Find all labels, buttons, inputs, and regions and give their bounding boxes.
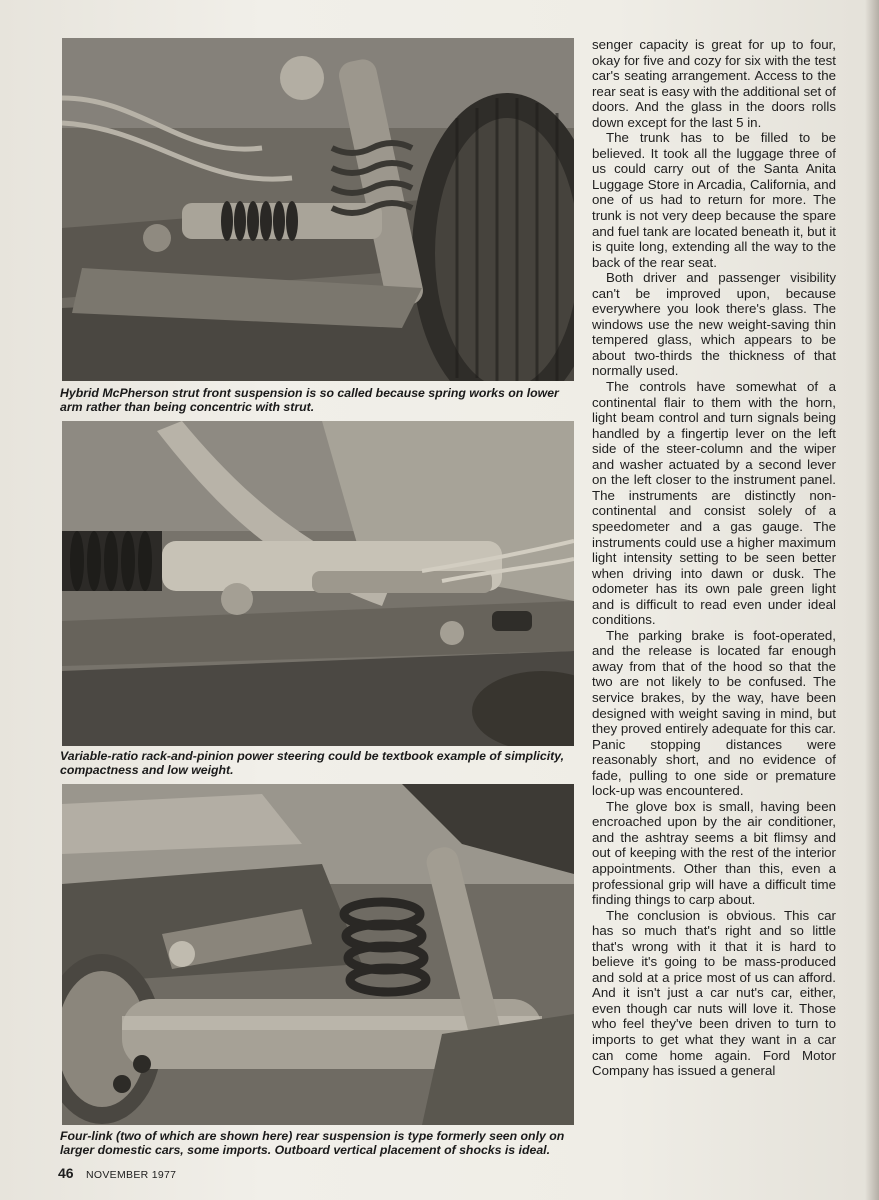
article-paragraph: The trunk has to be filled to be believed. It took all the luggage three of us could carry out of the Santa Anita Luggage Store in Arcadia, California, and one of us had to return for more. The trunk is not very deep because the spare and fuel tank are located beneath it, but it is quite long, extending all the way to the back of the rear seat. bbox=[592, 130, 836, 270]
photo-caption-2: Variable-ratio rack-and-pinion power steering could be textbook example of simplicity, compactness and low weight. bbox=[60, 749, 565, 777]
issue-date: NOVEMBER 1977 bbox=[86, 1169, 177, 1181]
page-number: 46 bbox=[58, 1165, 74, 1181]
article-paragraph: senger capacity is great for up to four, okay for five and cozy for six with the test car's seating arrangement. Access to the rear seat is easy with the additional set of doors. And the glass in the doors rolls down except for the last 5 in. bbox=[592, 37, 836, 130]
page-edge-shadow bbox=[865, 0, 879, 1200]
front-suspension-photo bbox=[62, 38, 574, 381]
rear-suspension-photo bbox=[62, 784, 574, 1125]
article-paragraph: The parking brake is foot-operated, and the release is located far enough away from that of the hood so that the two are not likely to be confused. The service brakes, by the way, have been designed with weight saving in mind, but they proved entirely adequate for this car. Panic stopping distances were reasonably short, and no evidence of fade, pulling to one side or premature lock-up was encountered. bbox=[592, 627, 836, 799]
steering-rack-photo bbox=[62, 421, 574, 746]
article-paragraph: The controls have somewhat of a continental flair to them with the horn, light beam control and turn signals being handled by a fingertip lever on the left side of the steer-column and the wiper and washer actuated by a second lever on the left closer to the instrument panel. The instruments are distinctly non-continental and consist solely of a speedometer and a gas gauge. The instruments could use a higher maximum light intensity setting to be seen better when driving into dawn or dusk. The odometer has its own pale green light and is difficult to read even under ideal conditions. bbox=[592, 379, 836, 628]
article-column bbox=[592, 37, 836, 1079]
photo-caption-3: Four-link (two of which are shown here) rear suspension is type formerly seen only on larger domestic cars, some imports. Outboard vertical placement of shocks is ideal. bbox=[60, 1129, 565, 1157]
article-paragraph: Both driver and passenger visibility can't be improved upon, because everywhere you look there's glass. The windows use the new weight-saving thin tempered glass, which appears to be about two-thirds the thickness of that normally used. bbox=[592, 270, 836, 379]
page-folio bbox=[58, 1165, 176, 1183]
photo-caption-1: Hybrid McPherson strut front suspension is so called because spring works on lower arm rather than being concentric with strut. bbox=[60, 386, 559, 414]
article-paragraph: The conclusion is obvious. This car has so much that's right and so little that's wrong with it that it is hard to believe it's going to be mass-produced and sold at a price most of us can afford. And it isn't just a car nut's car, either, even though car nuts will love it. Those who feel they've been driven to turn to imports to get what they want in a car can come home again. Ford Motor Company has issued a general bbox=[592, 907, 836, 1079]
article-paragraph: The glove box is small, having been encroached upon by the air conditioner, and the ashtray seems a bit flimsy and out of keeping with the rest of the interior appointments. Other than this, even a professional grip will have a difficult time finding things to carp about. bbox=[592, 798, 836, 908]
